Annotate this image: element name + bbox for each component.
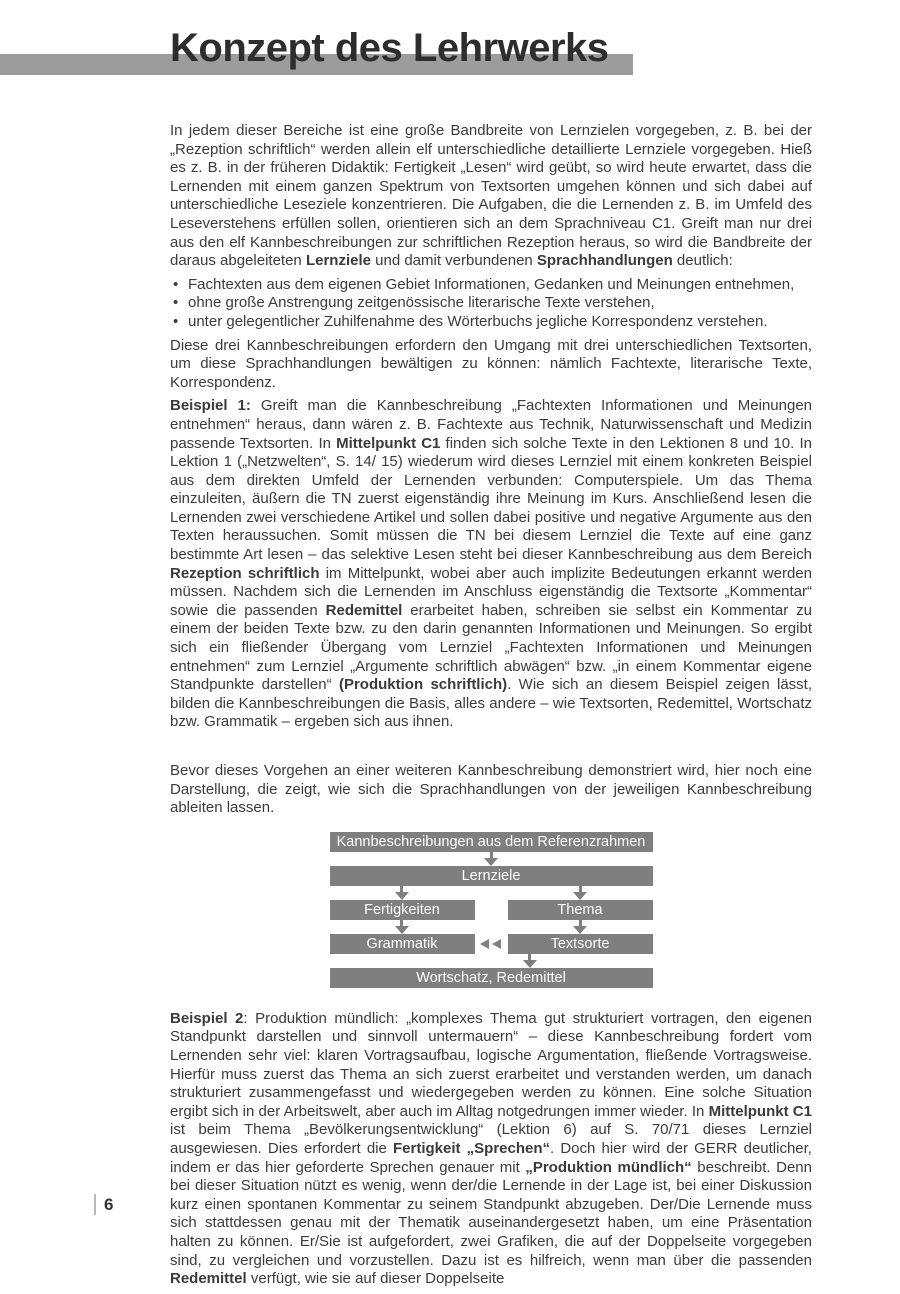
paragraph-beispiel2: [170, 1010, 812, 1289]
paragraph-textsorten: Diese drei Kannbeschreibungen erfordern den Umgang mit drei unterschiedlichen Textsorten, um diese Sprachhandlungen bewältigen zu können: nämlich Fachtexte, literarische Texte, Korrespondenz.: [170, 336, 812, 391]
arrow-down-icon: [523, 954, 537, 968]
arrow-down-icon: [484, 852, 498, 866]
diagram-row-fertigkeiten-thema: [330, 900, 653, 920]
bullet-item: • ohne große Anstrengung zeitgenössische literarische Texte verstehen,: [170, 294, 812, 313]
emphasized-text: Beispiel 2: [170, 1009, 244, 1027]
page-title: Konzept des Lehrwerks: [170, 26, 609, 70]
text-run: . Doch hier wird der GERR deutlicher, indem er das hier geforderte Sprechen genauer mit: [170, 1139, 812, 1176]
text-run: verfügt, wie sie auf dieser Doppelseite: [246, 1270, 505, 1288]
text-run: . Wie sich an diesem Beispiel zeigen lässt, bilden die Kannbeschreibungen die Basis, alles andere – wie Textsorten, Redemittel, Wortschatz bzw. Grammatik – ergeben sich aus ihnen.: [170, 676, 813, 731]
text-run: beschreibt. Denn bei dieser Situation nützt es wenig, wenn der/die Lernende in der Lage ist, bei einer Diskussion kurz einen spontanen Kommentar zu seinem Standpunkt abzugeben. Der/Die Lernende muss sich stattdessen genau mit der Thematik auseinandergesetzt haben, um eine Präsentation halten zu können. Er/Sie ist aufgefordert, zwei Grafiken, die auf der Doppelseite vorgegeben sind, zu vergleichen und vorzustellen. Dazu ist es hilfreich, wenn man über die passenden: [170, 1158, 812, 1269]
diagram-box-fertigkeiten: Fertigkeiten: [330, 900, 475, 920]
emphasized-text: Sprachhandlungen: [536, 252, 673, 270]
arrow-down-icon: [395, 920, 409, 934]
page-footer: [94, 1194, 113, 1215]
text-run: ist beim Thema „Bevölkerungsentwicklung“ (Lektion 6) auf S. 70/71 dieses Lernziel ausgewiesen. Dies erfordert die: [170, 1121, 812, 1157]
emphasized-text: (Produktion schriftlich): [338, 676, 508, 694]
emphasized-text: Mittelpunkt C1: [708, 1102, 812, 1120]
text-run: : Produktion mündlich: „komplexes Thema gut strukturiert vortragen, den eigenen Standpunkt darstellen und sinnvoll untermauern“ – diese Kannbeschreibung fordert vom Lernenden sehr viel: klaren Vortragsaufbau, logische Argumentation, fließende Vortragsweise. Hierfür muss zuerst das Thema an sich zuerst erarbeitet und verstanden werden, um danach strukturiert zusammengefasst und wiedergegeben werden zu können. Eine solche Situation ergibt sich in der Arbeitswelt, aber auch im Alltag notgedrungen immer wieder. In: [170, 1009, 812, 1120]
diagram-box-lernziele: Lernziele: [330, 866, 653, 886]
arrow-down-icon: [573, 920, 587, 934]
paragraph-darstellung-intro: Bevor dieses Vorgehen an einer weiteren Kannbeschreibung demonstriert wird, hier noch eine Darstellung, die zeigt, wie sich die Sprachhandlungen von der jeweiligen Kannbeschreibung ableiten lassen.: [170, 762, 812, 817]
arrow-left-icon: [480, 939, 501, 949]
emphasized-text: Rezeption schriftlich: [170, 564, 320, 582]
emphasized-text: Redemittel: [170, 1270, 247, 1288]
emphasized-text: Redemittel: [325, 601, 403, 619]
flow-diagram: [330, 832, 653, 988]
diagram-connector-row: [330, 954, 653, 968]
text-run: In jedem dieser Bereiche ist eine große Bandbreite von Lernzielen vorgegeben, z. B. bei der „Rezeption schriftlich“ werden allein elf unterschiedliche detaillierte Lernziele vorgegeben. Hieß es z. B. in der früheren Didaktik: Fertigkeit „Lesen“ wird geübt, so wird heute erwartet, dass die Lernenden mit einem ganzen Spektrum von Textsorten umgehen können und sich dabei auf unterschiedliche Leseziele konzentrieren. Die Aufgaben, die die Lernenden z. B. im Umfeld des Leseverstehens erfüllen sollen, orientieren sich an dem Sprachniveau C1. Greift man nur drei aus den elf Kannbeschreibungen zur schriftlichen Rezeption heraus, so wird die Bandbreite der daraus abgeleiteten: [170, 122, 812, 270]
page-number: 6: [104, 1194, 114, 1214]
diagram-row-grammatik-textsorte: [330, 934, 653, 954]
body-text: [170, 122, 812, 1294]
diagram-box-textsorte: Textsorte: [508, 934, 653, 954]
bullet-list: [170, 276, 812, 332]
diagram-box-grammatik: Grammatik: [330, 934, 475, 954]
text-run: und damit verbundenen: [370, 252, 537, 270]
diagram-connector-row: [330, 852, 653, 866]
page-number-divider: [94, 1194, 96, 1215]
arrow-down-icon: [573, 886, 587, 900]
text-run: finden sich solche Texte in den Lektionen 8 und 10. In Lektion 1 („Netzwelten“, S. 14/ 15) wiederum wird dieses Lernziel mit einem konkreten Beispiel aus dem direkten Umfeld der Lernenden verbunden: Computerspiele. Um das Thema einzuleiten, äußern die TN zuerst eigenständig ihre Meinung im Kurs. Anschließend lesen die Lernenden zwei verschiedene Artikel und sollen dabei positive und negative Argumente aus den Texten heraussuchen. Somit müssen die TN bei diesem Lernziel die Texte auf eine ganz bestimmte Art lesen – das selektive Lesen steht bei dieser Kannbeschreibung aus dem Bereich: [170, 434, 812, 564]
emphasized-text: Beispiel 1:: [170, 397, 251, 415]
text-run: im Mittelpunkt, wobei aber auch implizite Bedeutungen erkannt werden müssen. Nachdem sich die Lernenden im Anschluss eigenständig die Textsorte „Kommentar“ sowie die passenden: [170, 564, 812, 619]
text-run: Greift man die Kannbeschreibung „Fachtexten Informationen und Meinungen entnehmen“ heraus, dann wären z. B. Fachtexte aus Technik, Naturwissenschaft und Medizin passende Textsorten. In: [170, 397, 813, 452]
bullet-item: • unter gelegentlicher Zuhilfenahme des Wörterbuchs jegliche Korrespondenz verstehen.: [170, 313, 812, 332]
diagram-connector-row: [330, 886, 653, 900]
text-run: erarbeitet haben, schreiben sie selbst ein Kommentar zu einem der beiden Texte bzw. zu den darin genannten Informationen und Meinungen. So ergibt sich ein fließender Übergang vom Lernziel „Fachtexten Informationen und Meinungen entnehmen“ zum Lernziel „Argumente schriftlich abwägen“ bzw. „in einem Kommentar eigene Standpunkte darstellen“: [170, 601, 813, 694]
paragraph-intro: [170, 122, 812, 271]
diagram-box-wortschatz-redemittel: Wortschatz, Redemittel: [330, 968, 653, 988]
diagram-connector-row: [330, 920, 653, 934]
emphasized-text: Fertigkeit „Sprechen“: [393, 1139, 551, 1157]
emphasized-text: Lernziele: [305, 252, 371, 270]
paragraph-beispiel1: [170, 397, 812, 732]
emphasized-text: Mittelpunkt C1: [336, 434, 441, 452]
text-run: deutlich:: [672, 252, 733, 270]
bullet-item: • Fachtexten aus dem eigenen Gebiet Informationen, Gedanken und Meinungen entnehmen,: [170, 276, 812, 295]
diagram-box-kannbeschreibungen: Kannbeschreibungen aus dem Referenzrahmen: [330, 832, 653, 852]
diagram-box-thema: Thema: [508, 900, 653, 920]
emphasized-text: „Produktion mündlich“: [525, 1158, 692, 1176]
arrow-down-icon: [395, 886, 409, 900]
